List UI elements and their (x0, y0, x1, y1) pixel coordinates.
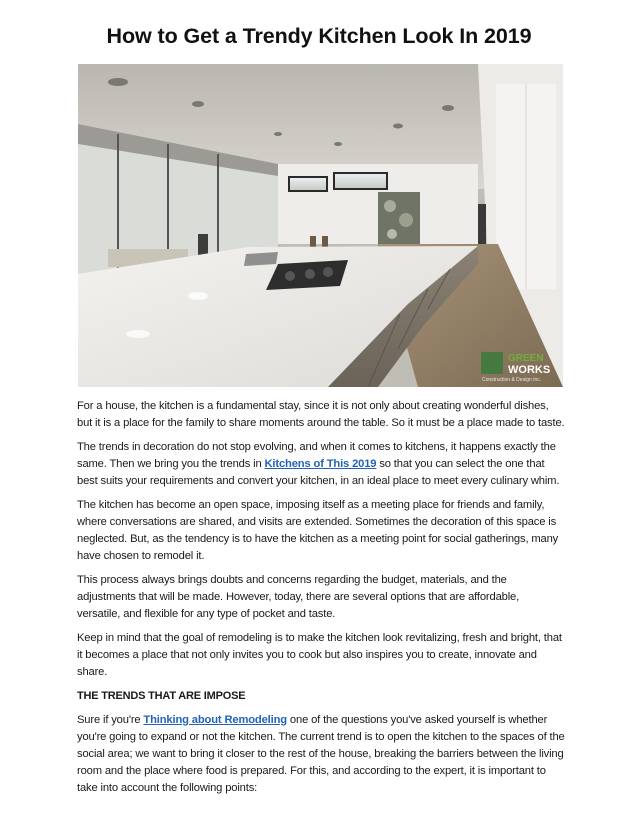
paragraph-6 (77, 712, 565, 797)
paragraph-4: This process always brings doubts and concerns regarding the budget, materials, and the adjustments that will be made. However, today, there are several options that are affordable, versatile, and flexible for any type of pocket and taste. (77, 574, 520, 620)
paragraph-1: For a house, the kitchen is a fundamental stay, since it is not only about creating wonderful dishes, but it is a place for the family to share moments around the table. So it must be a place made to taste. (77, 400, 565, 429)
article-body (77, 398, 565, 804)
section-heading: THE TRENDS THAT ARE IMPOSE (77, 690, 246, 702)
thinking-about-remodeling-link[interactable]: Thinking about Remodeling (143, 714, 287, 726)
document-title: How to Get a Trendy Kitchen Look In 2019 (106, 24, 532, 48)
watermark-line2: WORKS (508, 364, 551, 376)
watermark-line1: GREEN (508, 353, 544, 364)
paragraph-5: Keep in mind that the goal of remodeling is to make the kitchen look revitalizing, fresh and bright, that it becomes a place that not only invites you to cook but also inspires you to create, innovate and share. (77, 632, 562, 678)
kitchen-illustration (78, 64, 563, 387)
paragraph-6-text: Sure if you're (77, 714, 144, 726)
kitchen-photo (78, 64, 563, 387)
paragraph-2-text: The trends in decoration do not stop evolving, and when it comes to kitchens, it happens exactly the same. Then we bring you the trends in (77, 441, 556, 470)
paragraph-6-text-end: one of the questions you've asked yourself is whether you're going to expand or not the kitchen. The current trend is to open the kitchen to the spaces of the social area; we want to bring it closer to the rest of the house, breaking the barriers between the living room and the place where food is prepared. For this, and according to the expert, it is important to take into account the following points: (77, 714, 565, 794)
paragraph-2 (77, 439, 565, 490)
kitchens-2019-link[interactable]: Kitchens of This 2019 (264, 458, 377, 470)
paragraph-2-text-end: so that you can select the one that best suits your requirements and convert your kitchen, in an ideal place to meet every culinary whim. (77, 458, 560, 487)
greenworks-logo (481, 352, 550, 383)
watermark-line3: Construction & Design Inc. (482, 377, 542, 383)
paragraph-3: The kitchen has become an open space, imposing itself as a meeting place for friends and family, where conversations are shared, and visits are extended. Sometimes the decoration of this space is neglected. But, as the tendency is to have the kitchen as a meeting point for social gatherings, many have chosen to remodel it. (77, 499, 559, 562)
